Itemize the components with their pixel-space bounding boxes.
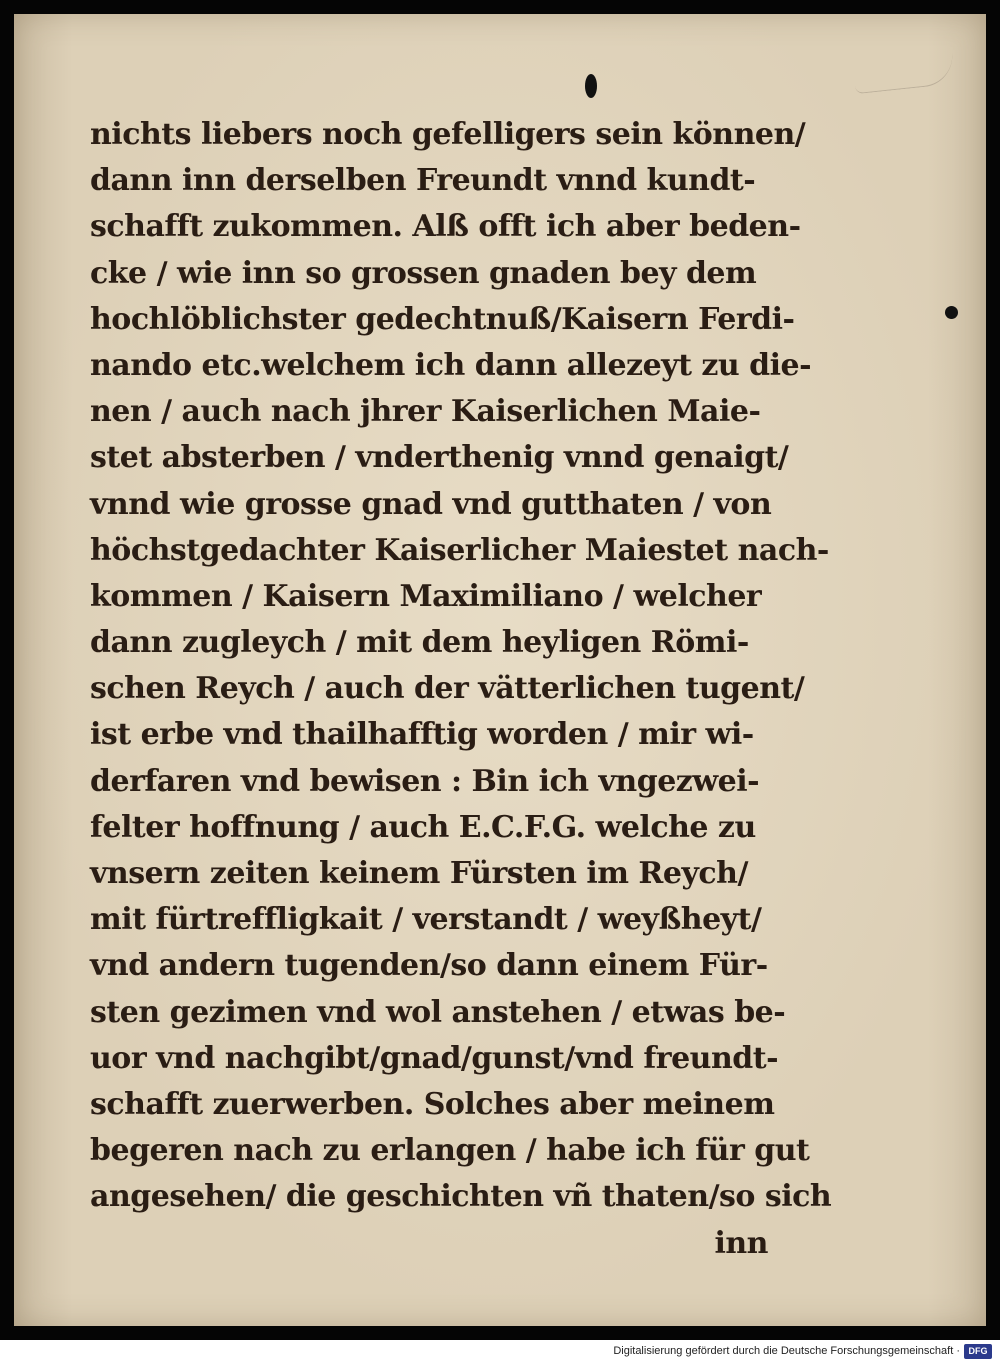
- text-line: mit fürtreffligkait / verstandt / weyßheyt/: [90, 902, 762, 938]
- text-line: kommen / Kaisern Maximiliano / welcher: [90, 578, 762, 614]
- text-line: sten gezimen vnd wol anstehen / etwas be-: [90, 994, 786, 1030]
- text-line: vnnd wie grosse gnad vnd gutthaten / von: [90, 486, 772, 522]
- text-line: felter hoffnung / auch E.C.F.G. welche zu: [90, 809, 756, 845]
- pencil-mark: [853, 53, 956, 94]
- text-line: dann inn derselben Freundt vnnd kundt-: [90, 163, 756, 199]
- text-line: hochlöblichster gedechtnuß/Kaisern Ferdi-: [90, 301, 795, 337]
- text-line: derfaren vnd bewisen : Bin ich vngezwei-: [90, 763, 760, 799]
- text-line: angesehen/ die geschichten vñ thaten/so sich: [90, 1179, 832, 1215]
- footer-bar: [0, 1340, 1000, 1364]
- funding-credit: Digitalisierung gefördert durch die Deutsche Forschungsgemeinschaft ·: [613, 1345, 960, 1357]
- text-line: ist erbe vnd thailhafftig worden / mir wi-: [90, 717, 754, 753]
- ink-blot-top: [585, 74, 597, 98]
- ink-blot-right: [945, 306, 958, 319]
- text-line: begeren nach zu erlangen / habe ich für gut: [90, 1133, 810, 1169]
- text-line: schen Reych / auch der vätterlichen tugent/: [90, 671, 805, 707]
- text-line: vnsern zeiten keinem Fürsten im Reych/: [90, 856, 748, 891]
- page-text: [90, 112, 832, 1267]
- text-line: stet absterben / vnderthenig vnnd genaigt/: [90, 440, 789, 476]
- text-line: nando etc.welchem ich dann allezeyt zu die-: [90, 347, 812, 383]
- text-line: schafft zukommen. Alß offt ich aber beden-: [90, 209, 801, 245]
- text-line: höchstgedachter Kaiserlicher Maiestet nach-: [90, 532, 829, 568]
- text-line: nichts liebers noch gefelligers sein können/: [90, 117, 806, 152]
- dfg-logo: DFG: [964, 1344, 992, 1359]
- text-line: cke / wie inn so grossen gnaden bey dem: [90, 255, 757, 291]
- text-line: dann zugleych / mit dem heyligen Römi-: [90, 625, 749, 661]
- text-line: schafft zuerwerben. Solches aber meinem: [90, 1086, 775, 1122]
- text-line: uor vnd nachgibt/gnad/gunst/vnd freundt-: [90, 1040, 779, 1076]
- text-line: vnd andern tugenden/so dann einem Für-: [90, 948, 768, 984]
- catchword: inn: [714, 1225, 768, 1261]
- text-line: nen / auch nach jhrer Kaiserlichen Maie-: [90, 394, 761, 430]
